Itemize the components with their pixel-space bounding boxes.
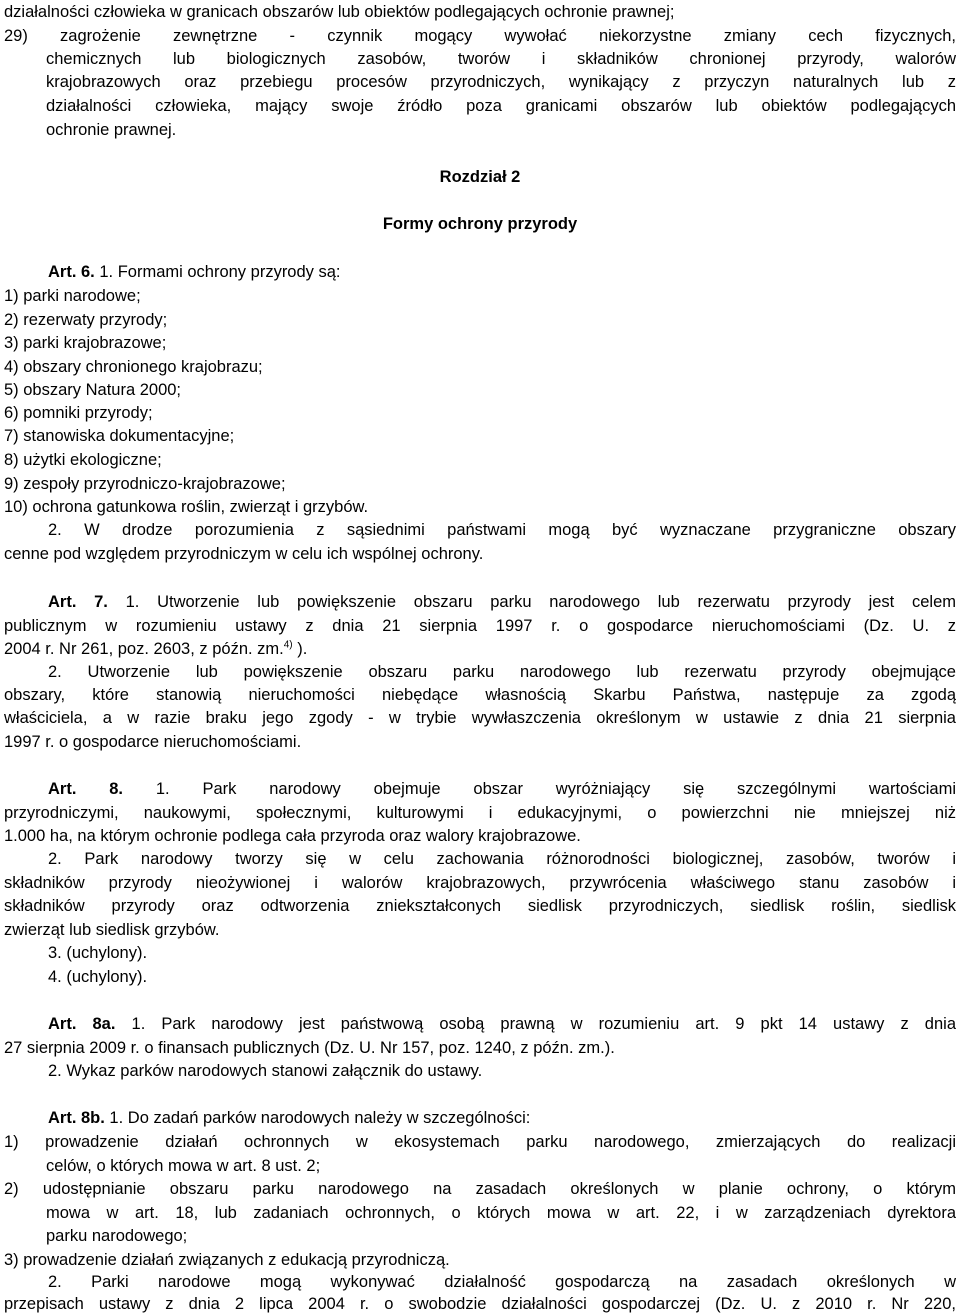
paragraph-line: 2. Utworzenie lub powiększenie obszaru parku narodowego lub rezerwatu przyrody obejmujące — [48, 663, 956, 681]
paragraph-line: 4. (uchylony). — [48, 968, 148, 986]
paragraph-line: przepisach ustawy z dnia 2 lipca 2004 r. o swobodzie działalności gospodarczej (Dz. U. z 2010 r. Nr 220, — [4, 1295, 956, 1313]
paragraph-line: 2004 r. Nr 261, poz. 2603, z późn. zm.$^{4)}$ ). — [4, 639, 308, 658]
list-item: 3) prowadzenie działań związanych z edukacją przyrodniczą. — [4, 1251, 450, 1269]
footnote-ref: 4) — [283, 639, 293, 651]
paragraph-line: 3. (uchylony). — [48, 944, 148, 962]
list-item: 2) rezerwaty przyrody; — [4, 311, 168, 329]
list-item: 4) obszary chronionego krajobrazu; — [4, 358, 263, 376]
paragraph-line: zwierząt lub siedlisk grzybów. — [4, 921, 220, 939]
paragraph-line: cenne pod względem przyrodniczym w celu ich wspólnej ochrony. — [4, 545, 484, 563]
text-line: krajobrazowych oraz przebiegu procesów przyrodniczych, wynikający z przyczyn naturalnych lub z — [46, 73, 956, 91]
text-line: działalności człowieka, mający swoje źródło poza granicami obszarów lub obiektów podlegających — [46, 97, 956, 115]
list-item: 9) zespoły przyrodniczo-krajobrazowe; — [4, 475, 286, 493]
text-line: ochronie prawnej. — [46, 121, 177, 139]
list-item: celów, o których mowa w art. 8 ust. 2; — [46, 1157, 321, 1175]
list-item: mowa w art. 18, lub zadaniach ochronnych, o których mowa w art. 22, i w zarządzeniach dyrektora — [46, 1204, 956, 1222]
paragraph-line: składników przyrody oraz odtworzenia zniekształconych siedlisk przyrodniczych, siedlisk roślin, siedlisk — [4, 897, 956, 915]
paragraph-line: 27 sierpnia 2009 r. o finansach publicznych (Dz. U. Nr 157, poz. 1240, z późn. zm.). — [4, 1039, 615, 1057]
paragraph-line: publicznym w rozumieniu ustawy z dnia 21 sierpnia 1997 r. o gospodarce nieruchomościami (Dz. U. z — [4, 617, 956, 635]
article-7-intro: Art. 7. 1. Utworzenie lub powiększenie obszaru parku narodowego lub rezerwatu przyrody jest celem — [48, 593, 956, 611]
paragraph-line: właściciela, a w razie braku jego zgody - w trybie wywłaszczenia określonym w ustawie z dnia 21 sierpnia — [4, 709, 956, 727]
article-8b-intro: Art. 8b. 1. Do zadań parków narodowych należy w szczególności: — [48, 1109, 531, 1127]
list-item: 1) parki narodowe; — [4, 287, 141, 305]
article-6-intro: Art. 6. 1. Formami ochrony przyrody są: — [48, 263, 341, 281]
paragraph-line: 2. W drodze porozumienia z sąsiednimi państwami mogą być wyznaczane przygraniczne obszary — [48, 521, 956, 539]
article-8-intro: Art. 8. 1. Park narodowy obejmuje obszar wyróżniający się szczególnymi wartościami — [48, 780, 956, 798]
list-item: 1) prowadzenie działań ochronnych w ekosystemach parku narodowego, zmierzających do realizacji — [4, 1133, 956, 1151]
list-item-29: 29) zagrożenie zewnętrzne - czynnik mogący wywołać niekorzystne zmiany cech fizycznych, — [4, 27, 956, 45]
article-heading: Art. 8b. — [48, 1109, 105, 1127]
list-item: 3) parki krajobrazowe; — [4, 334, 167, 352]
article-heading: Art. 8. — [48, 780, 124, 798]
chapter-title: Formy ochrony przyrody — [382, 215, 578, 233]
paragraph-line: przyrodniczymi, naukowymi, społecznymi, kulturowymi i edukacyjnymi, o powierzchni nie mniejszej niż — [4, 804, 956, 822]
paragraph-line: 1.000 ha, na którym ochronie podlega cała przyroda oraz walory krajobrazowe. — [4, 827, 581, 845]
paragraph-line: 2. Parki narodowe mogą wykonywać działalność gospodarczą na zasadach określonych w — [48, 1273, 956, 1291]
article-heading: Art. 7. — [48, 593, 108, 611]
paragraph-line: 2. Park narodowy tworzy się w celu zachowania różnorodności biologicznej, zasobów, tworów i — [48, 850, 956, 868]
list-item: parku narodowego; — [46, 1227, 188, 1245]
list-item: 8) użytki ekologiczne; — [4, 451, 162, 469]
article-heading: Art. 8a. — [48, 1015, 116, 1033]
article-8a-intro: Art. 8a. 1. Park narodowy jest państwową osobą prawną w rozumieniu art. 9 pkt 14 ustawy z dnia — [48, 1015, 956, 1033]
list-item: 2) udostępnianie obszaru parku narodowego na zasadach określonych w planie ochrony, o którym — [4, 1180, 956, 1198]
chapter-number: Rozdział 2 — [439, 168, 521, 186]
paragraph-line: 2. Wykaz parków narodowych stanowi załącznik do ustawy. — [48, 1062, 483, 1080]
text-line: działalności człowieka w granicach obszarów lub obiektów podlegających ochronie prawnej; — [4, 3, 675, 21]
list-item: 10) ochrona gatunkowa roślin, zwierząt i grzybów. — [4, 498, 369, 516]
paragraph-line: obszary, które stanowią nieruchomości niebędące własnością Skarbu Państwa, następuje za zgodą — [4, 686, 956, 704]
list-item: 6) pomniki przyrody; — [4, 404, 153, 422]
list-item: 5) obszary Natura 2000; — [4, 381, 182, 399]
paragraph-line: składników przyrody nieożywionej i walorów krajobrazowych, przywrócenia właściwego stanu zasobów i — [4, 874, 956, 892]
list-item: 7) stanowiska dokumentacyjne; — [4, 427, 235, 445]
article-heading: Art. 6. — [48, 263, 95, 281]
paragraph-line: 1997 r. o gospodarce nieruchomościami. — [4, 733, 302, 751]
text-line: chemicznych lub biologicznych zasobów, tworów i składników chronionej przyrody, walorów — [46, 50, 956, 68]
